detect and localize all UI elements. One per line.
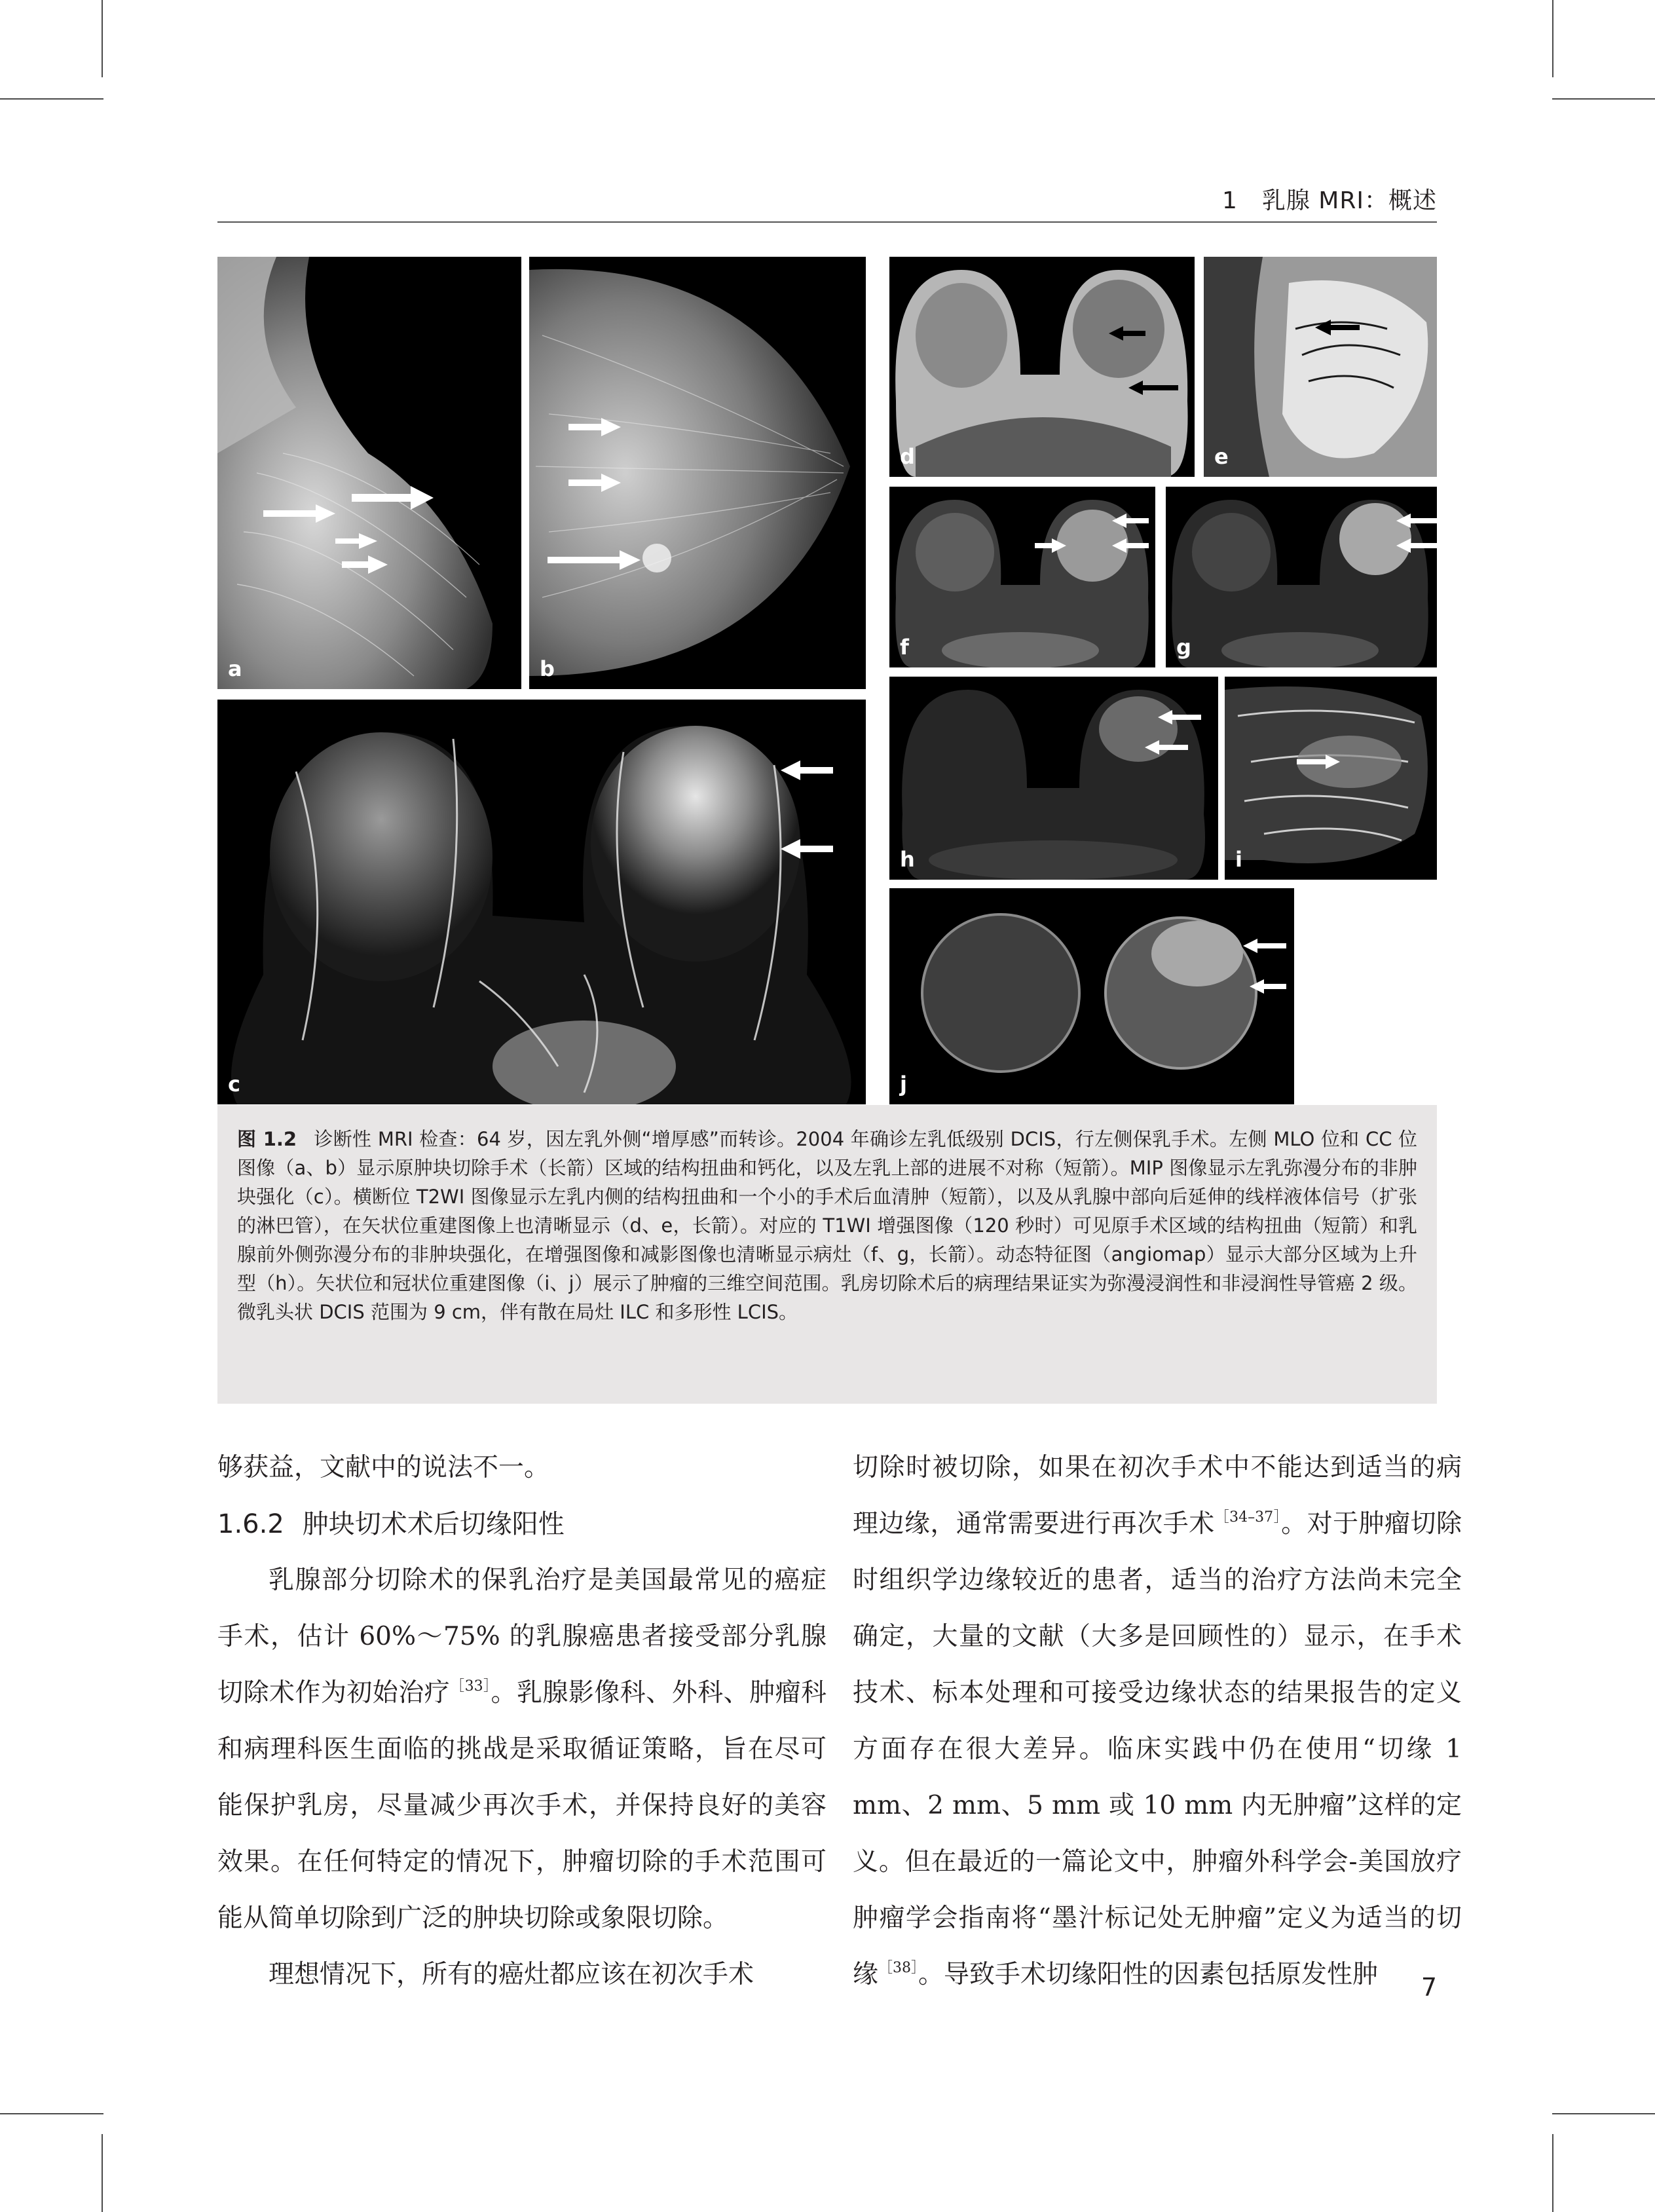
panel-f-label: f — [900, 635, 909, 660]
citation[interactable]: ［34–37］ — [1214, 1509, 1282, 1526]
paragraph-text: 。乳腺影像科、外科、肿瘤科和病理科医生面临的挑战是采取循证策略，旨在尽可能保护乳房，尽量减少再次手术，并保持良好的美容效果。在任何特定的情况下，肿瘤切除的手术范围可能从简单切除到广泛的肿块切除或象限切除。 — [217, 1678, 827, 1933]
panel-g-label: g — [1176, 635, 1191, 660]
crop-mark-tl-h — [0, 98, 103, 100]
crop-mark-br-v — [1552, 2134, 1553, 2212]
figure-caption-text: 诊断性 MRI 检查：64 岁，因左乳外侧“增厚感”而转诊。2004 年确诊左乳低级别 DCIS，行左侧保乳手术。左侧 MLO 位和 CC 位图像（a、b）显示原肿块切除手术（长箭）区域的结构扭曲和钙化，以及左乳上部的进展不对称（短箭）。MIP 图像显示左乳弥漫分布的非肿块强化（c）。横断位 T2WI 图像显示左乳内侧的结构扭曲和一个小的手术后血清肿（短箭），以及从乳腺中部向后延伸的线样液体信号（扩张的淋巴管），在矢状位重建图像上也清晰显示（d、e，长箭）。对应的 T1WI 增强图像（120 秒时）可见原手术区域的结构扭曲（短箭）和乳腺前外侧弥漫分布的非肿块强化，在增强图像和减影图像也清晰显示病灶（f、g，长箭）。动态特征图（angiomap）显示大部分区域为上升型（h）。矢状位和冠状位重建图像（i、j）展示了肿瘤的三维空间范围。乳房切除术后的病理结果证实为弥漫浸润性和非浸润性导管癌 2 级。微乳头状 DCIS 范围为 9 cm，伴有散在局灶 ILC 和多形性 LCIS。 — [237, 1128, 1417, 1323]
paragraph-text: 乳腺部分切除术的保乳治疗是美国最常见的癌症手术，估计 60%～75% 的乳腺癌患者接受部分乳腺切除术作为初始治疗 — [217, 1565, 827, 1708]
header-rule — [217, 221, 1437, 223]
crop-mark-bl-v — [102, 2134, 103, 2212]
panel-i — [1225, 677, 1437, 880]
panel-c — [217, 700, 866, 1104]
panel-e — [1204, 257, 1437, 477]
section-number: 1.6.2 — [217, 1509, 284, 1539]
panel-h-label: h — [900, 847, 915, 872]
paragraph-text: 切除时被切除，如果在初次手术中不能达到适当的病理边缘，通常需要进行再次手术 — [853, 1453, 1462, 1539]
paragraph: 理想情况下，所有的癌灶都应该在初次手术 — [269, 1960, 754, 1989]
panel-b — [529, 257, 866, 689]
citation[interactable]: ［33］ — [450, 1678, 491, 1695]
panel-c-label: c — [228, 1072, 240, 1097]
crop-mark-bl-h — [0, 2113, 103, 2114]
paragraph-text: 。对于肿瘤切除时组织学边缘较近的患者，适当的治疗方法尚未完全确定，大量的文献（大多是回顾性的）显示，在手术技术、标本处理和可接受边缘状态的结果报告的定义方面存在很大差异。临床实践中仍在使用“切缘 1 mm、2 mm、5 mm 或 10 mm 内无肿瘤”这样的定义。但在最近的一篇论文中，肿瘤外科学会-美国放疗肿瘤学会指南将“墨汁标记处无肿瘤”定义为适当的切缘 — [853, 1509, 1462, 1989]
panel-e-label: e — [1214, 444, 1229, 469]
citation[interactable]: ［38］ — [878, 1960, 919, 1976]
crop-mark-br-h — [1552, 2113, 1655, 2114]
paragraph: 够获益，文献中的说法不一。 — [217, 1453, 550, 1482]
running-header: 1 乳腺 MRI：概述 — [1221, 187, 1437, 214]
paragraph-text: 。导致手术切缘阳性的因素包括原发性肿 — [918, 1960, 1379, 1989]
panel-g — [1166, 487, 1437, 667]
panel-f — [889, 487, 1155, 667]
page-number: 7 — [1421, 1973, 1437, 2002]
section-title: 肿块切术术后切缘阳性 — [302, 1509, 565, 1539]
panel-j-label: j — [900, 1072, 907, 1097]
paragraph — [217, 1552, 827, 1947]
crop-mark-tl-v — [102, 0, 103, 77]
panel-a — [217, 257, 521, 689]
panel-h — [889, 677, 1218, 880]
crop-mark-tr-h — [1552, 98, 1655, 100]
paragraph — [853, 1440, 1462, 2003]
right-column — [853, 1440, 1462, 2003]
figure-caption — [217, 1105, 1437, 1404]
panel-i-label: i — [1235, 847, 1242, 872]
panel-d — [889, 257, 1195, 477]
panel-d-label: d — [900, 444, 915, 469]
panel-j — [889, 888, 1294, 1104]
figure-number: 图 1.2 — [237, 1128, 297, 1150]
panel-b-label: b — [540, 656, 555, 681]
left-column — [217, 1440, 827, 2003]
section-heading — [217, 1496, 827, 1552]
crop-mark-tr-v — [1552, 0, 1553, 77]
panel-a-label: a — [228, 656, 242, 681]
